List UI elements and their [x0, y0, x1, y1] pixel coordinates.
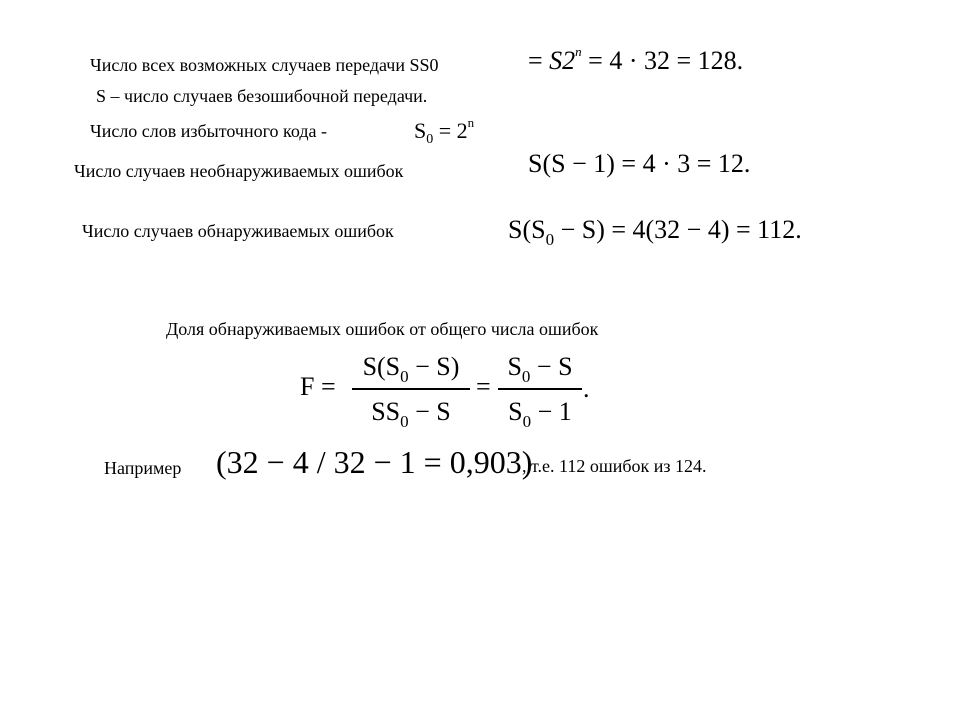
- fraction-equals: =: [476, 372, 491, 401]
- redundant-lhs: S: [414, 118, 427, 143]
- fraction1-den-sub: 0: [400, 412, 409, 431]
- example-formula: (32 − 4 / 32 − 1 = 0,903): [216, 444, 533, 480]
- fraction1-den-b: − S: [415, 397, 451, 426]
- fraction1-num-b: − S): [415, 352, 460, 381]
- fraction2-den-b: − 1: [537, 397, 572, 426]
- fraction1-num-a: S(S: [362, 352, 401, 381]
- fraction-lhs: F =: [300, 372, 336, 401]
- redundant-lhs-sub: 0: [426, 132, 434, 147]
- example-tail: , т.е. 112 ошибок из 124.: [522, 456, 707, 476]
- fraction2-num-b: − S: [536, 352, 573, 381]
- fraction1-numerator: [352, 352, 470, 387]
- redundant-rhs-exp: n: [467, 115, 475, 130]
- redundant-words-label: Число слов избыточного кода -: [90, 121, 328, 141]
- detected-f-sub: 0: [545, 230, 555, 249]
- detected-errors-formula: [508, 217, 802, 248]
- fraction2-denominator: [498, 397, 582, 432]
- total-cases-base: S2: [549, 46, 576, 75]
- fraction2-den-a: S: [508, 397, 523, 426]
- redundant-rhs: = 2: [438, 118, 468, 143]
- detected-share-label: Доля обнаруживаемых ошибок от общего числа ошибок: [166, 319, 599, 339]
- fraction1-denominator: [352, 397, 470, 432]
- fraction2-den-sub: 0: [522, 412, 532, 431]
- detected-errors-label: Число случаев обнаруживаемых ошибок: [82, 221, 394, 241]
- undetected-errors-formula: S(S − 1) = 4 · 3 = 12.: [528, 149, 751, 178]
- fraction1-num-sub: 0: [400, 367, 409, 386]
- detected-f-b: − S) = 4(32 − 4) = 112.: [560, 215, 802, 244]
- fraction1-den-a: SS: [371, 397, 401, 426]
- fraction2-num-sub: 0: [521, 367, 531, 386]
- total-cases-exponent: n: [575, 44, 582, 59]
- example-label: Например: [104, 458, 182, 478]
- detected-f-a: S(S: [508, 215, 546, 244]
- redundant-words-formula: [414, 116, 474, 147]
- total-cases-label: Число всех возможных случаев передачи SS0: [90, 55, 439, 75]
- fraction2-num-a: S: [507, 352, 522, 381]
- fraction1-bar: [352, 388, 470, 390]
- total-cases-formula: [528, 45, 743, 74]
- total-cases-result: = 4 · 32 = 128.: [588, 46, 744, 75]
- undetected-errors-label: Число случаев необнаруживаемых ошибок: [74, 161, 404, 181]
- fraction2-numerator: [498, 352, 582, 387]
- fraction2-bar: [498, 388, 582, 390]
- error-free-label: S – число случаев безошибочной передачи.: [96, 86, 428, 106]
- fraction-end: .: [583, 374, 590, 403]
- total-cases-eq1: =: [528, 46, 543, 75]
